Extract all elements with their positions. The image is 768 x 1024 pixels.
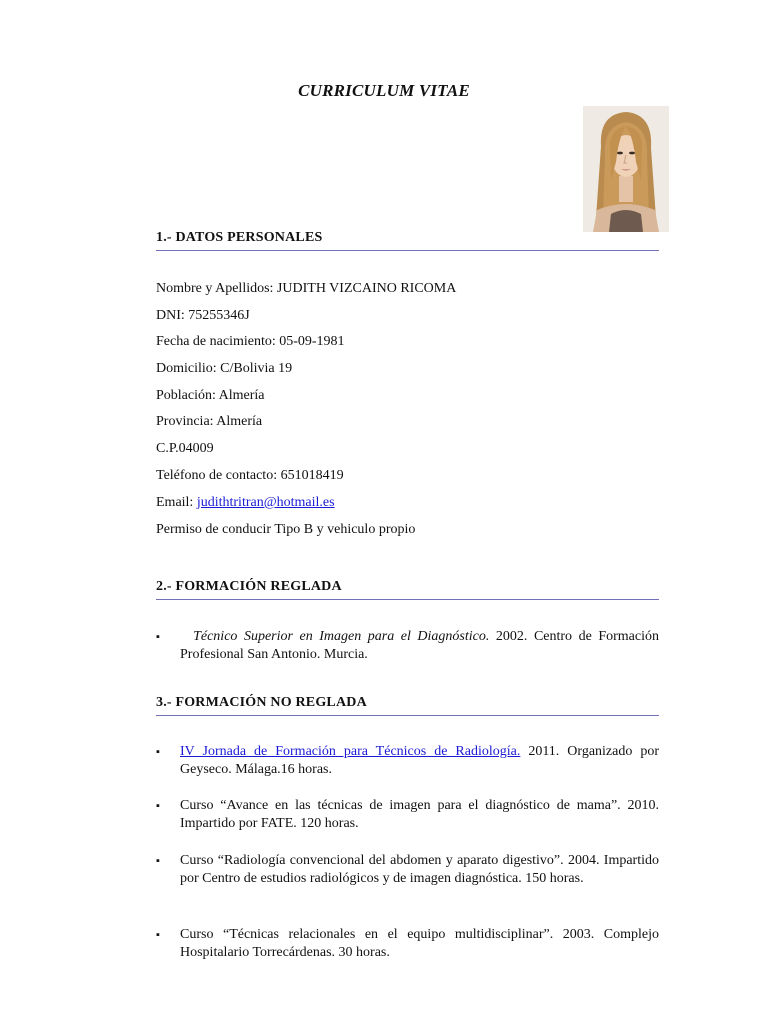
section-heading-formal: 2.- FORMACIÓN REGLADA bbox=[156, 579, 659, 600]
formal-degree-details: 2002. Centro de Formación Profesional San Antonio. Murcia. bbox=[180, 629, 659, 662]
bullet-icon: ▪ bbox=[156, 855, 160, 867]
document-title: CURRICULUM VITAE bbox=[298, 81, 470, 100]
course-text bbox=[180, 743, 659, 779]
formal-degree-title: Técnico Superior en Imagen para el Diagnóstico. bbox=[193, 629, 490, 644]
town-line: Población: Almería bbox=[156, 388, 265, 403]
course-details: 2011. Organizado por Geyseco. Málaga.16 horas. bbox=[180, 744, 659, 777]
course-item bbox=[156, 926, 659, 962]
course-item bbox=[156, 852, 659, 888]
driving-license-line: Permiso de conducir Tipo B y vehiculo propio bbox=[156, 522, 416, 537]
full-name-line: Nombre y Apellidos: JUDITH VIZCAINO RICOMA bbox=[156, 281, 457, 296]
email-line bbox=[156, 495, 335, 511]
email-label: Email: bbox=[156, 495, 197, 510]
birth-date-line: Fecha de nacimiento: 05-09-1981 bbox=[156, 334, 345, 349]
course-text: Curso “Técnicas relacionales en el equipo multidisciplinar”. 2003. Complejo Hospitalario Torrecárdenas. 30 horas. bbox=[180, 927, 659, 960]
formal-education-item bbox=[156, 628, 659, 664]
section-heading-nonformal: 3.- FORMACIÓN NO REGLADA bbox=[156, 695, 659, 716]
bullet-icon: ▪ bbox=[156, 631, 160, 643]
postal-code-line: C.P.04009 bbox=[156, 441, 214, 456]
phone-line: Teléfono de contacto: 651018419 bbox=[156, 468, 344, 483]
section-heading-personal: 1.- DATOS PERSONALES bbox=[156, 230, 659, 251]
course-link[interactable]: IV Jornada de Formación para Técnicos de Radiología. bbox=[180, 744, 521, 759]
course-text: Curso “Radiología convencional del abdomen y aparato digestivo”. 2004. Impartido por Centro de estudios radiológicos y de imagen diagnóstica. 150 horas. bbox=[180, 853, 659, 886]
address-line: Domicilio: C/Bolivia 19 bbox=[156, 361, 293, 376]
course-item bbox=[156, 797, 659, 833]
bullet-icon: ▪ bbox=[156, 800, 160, 812]
bullet-icon: ▪ bbox=[156, 746, 160, 758]
bullet-icon: ▪ bbox=[156, 929, 160, 941]
province-line: Provincia: Almería bbox=[156, 414, 263, 429]
email-link[interactable]: judithtritran@hotmail.es bbox=[196, 495, 335, 510]
dni-line: DNI: 75255346J bbox=[156, 308, 250, 323]
profile-photo bbox=[583, 106, 669, 232]
portrait-image bbox=[583, 106, 669, 232]
course-item bbox=[156, 743, 659, 779]
formal-education-text bbox=[180, 628, 659, 664]
course-text: Curso “Avance en las técnicas de imagen para el diagnóstico de mama”. 2010. Impartido por FATE. 120 horas. bbox=[180, 798, 659, 831]
